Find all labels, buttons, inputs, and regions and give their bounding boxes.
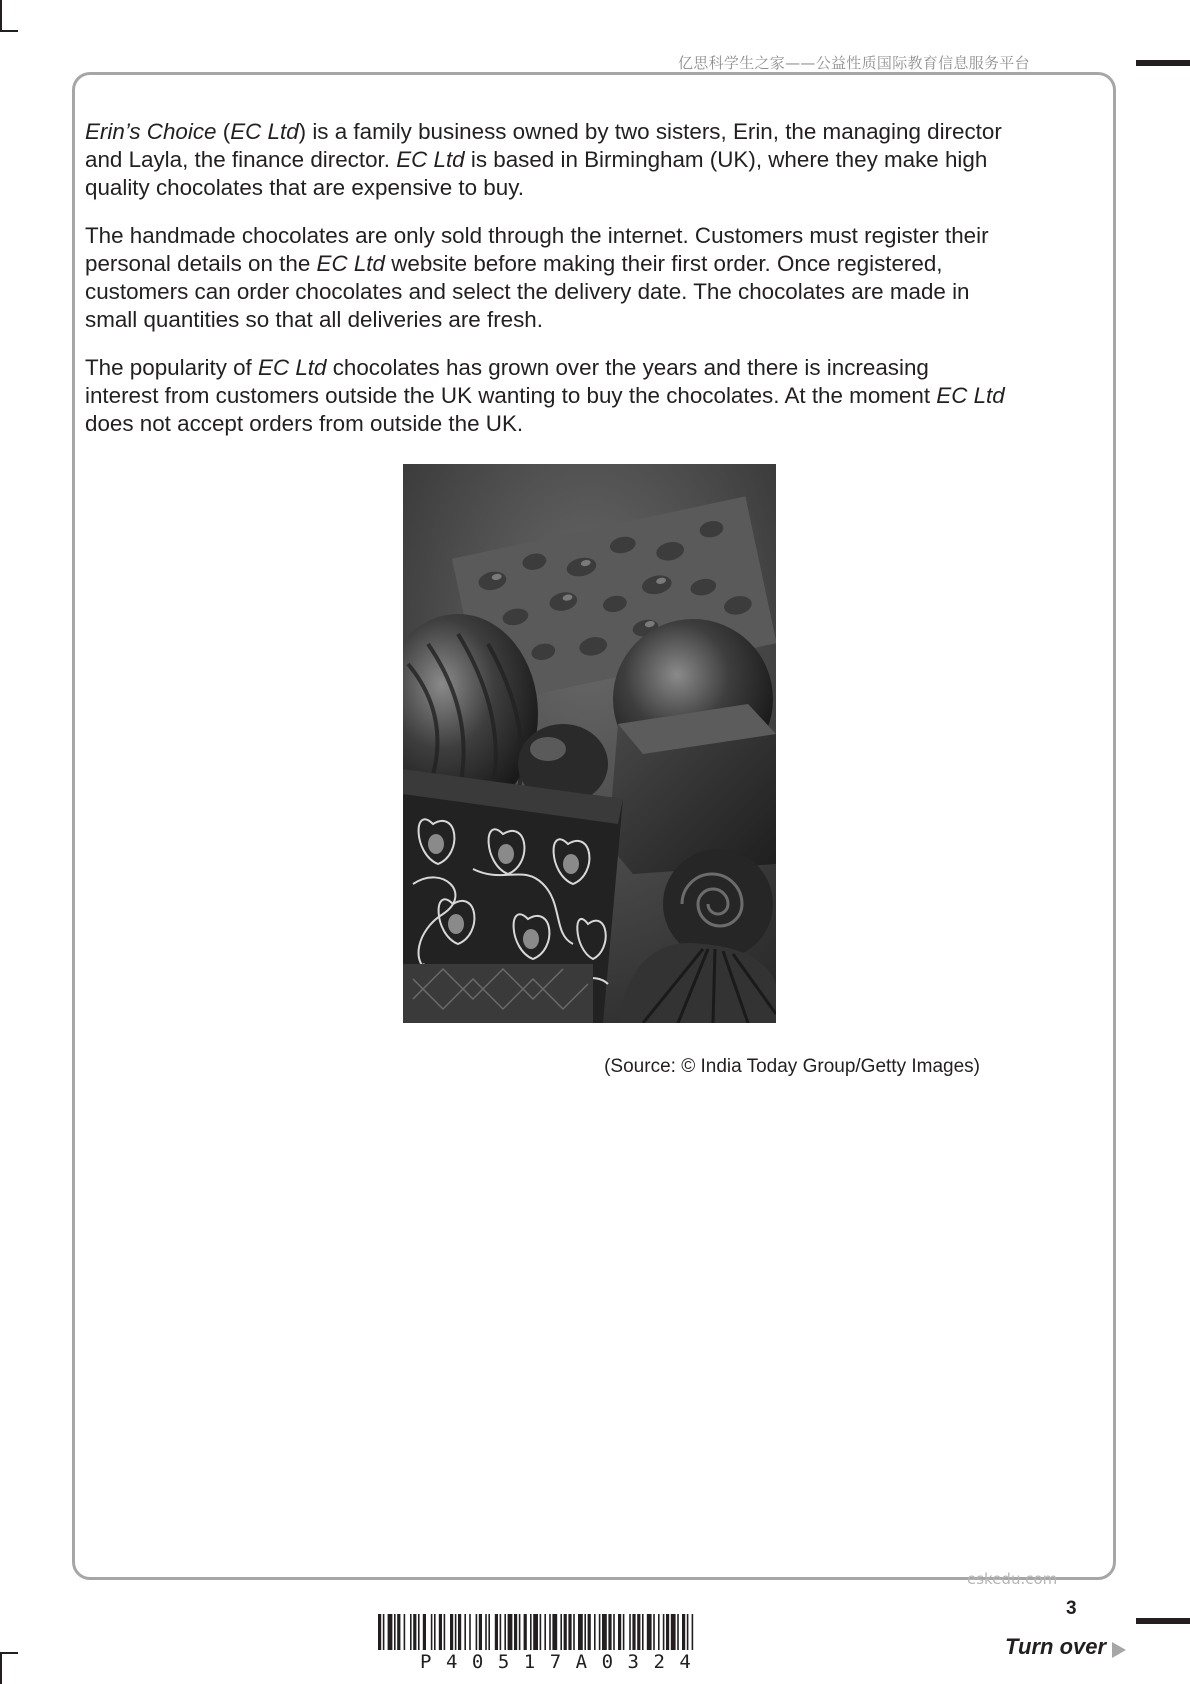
crop-mark-top-left-v xyxy=(0,0,2,32)
passage xyxy=(85,118,1005,458)
edge-bar-bottom xyxy=(1136,1618,1190,1624)
chocolates-photo xyxy=(403,464,776,1023)
turn-over-label: Turn over xyxy=(1005,1634,1107,1659)
paragraph-2: The handmade chocolates are only sold through the internet. Customers must register their personal details on the EC Ltd website before making their first order. Once registered, customers can order chocolates and select the delivery date. The chocolates are made in small quantities so that all deliveries are fresh. xyxy=(85,223,989,332)
crop-mark-bottom-left-h xyxy=(0,1652,18,1654)
crop-mark-top-left-h xyxy=(0,30,18,32)
image-source-credit: (Source: © India Today Group/Getty Images) xyxy=(604,1056,980,1077)
header-watermark: 亿思科学生之家——公益性质国际教育信息服务平台 xyxy=(678,54,1030,72)
footer-watermark: eskedu.com xyxy=(967,1570,1058,1588)
barcode xyxy=(376,1614,810,1650)
page-number: 3 xyxy=(1066,1598,1077,1619)
paragraph-3: The popularity of EC Ltd chocolates has grown over the years and there is increasing interest from customers outside the UK wanting to buy the chocolates. At the moment EC Ltd does not accept orders from outside the UK. xyxy=(85,355,1005,436)
crop-mark-bottom-left-v xyxy=(0,1652,2,1684)
barcode-text: P40517A0324 xyxy=(420,1651,706,1673)
turn-over-arrow-icon xyxy=(1112,1642,1126,1658)
edge-bar-top xyxy=(1136,60,1190,66)
paragraph-1: Erin’s Choice (EC Ltd) is a family business owned by two sisters, Erin, the managing director and Layla, the finance director. EC Ltd is based in Birmingham (UK), where they make high quality chocolates that are expensive to buy. xyxy=(85,119,1002,200)
